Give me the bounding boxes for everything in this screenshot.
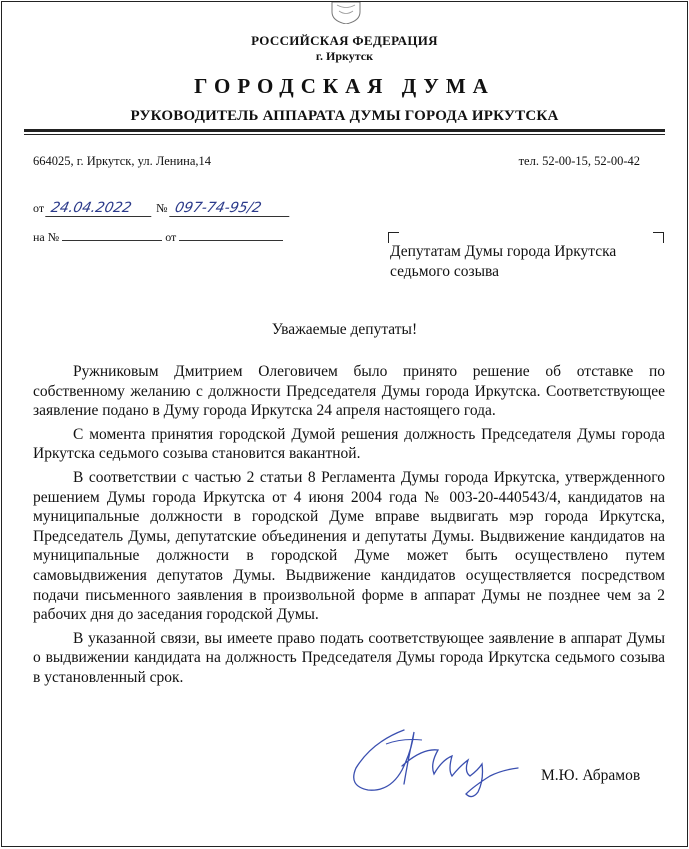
handwritten-number: 097-74-95/2 [169,200,293,217]
letter-page [1,1,688,847]
paragraph-4: В указанной связи, вы имеете право подать соответствующее заявление в аппарат Думы о выдвижении кандидата на должность Председателя Думы города Иркутска седьмого созыва в установленный срок. [33,629,665,686]
registration-line [33,200,291,217]
header-rule-thin [24,134,665,135]
reply-from-label: от [165,230,177,244]
handwritten-date: 24.04.2022 [45,200,155,217]
letter-body [33,362,665,692]
reply-line [33,228,283,245]
paragraph-3: В соответствии с частью 2 статьи 8 Регламента Думы города Иркутска, утвержденного решением Думы города Иркутска от 4 июня 2004 года № 003-20-440543/4, кандидатов на муниципальные должности в городской Думе вправе выдвигать мэр города Иркутска, Председатель Думы, депутатские объединения и депутаты Думы. Выдвижение кандидатов на муниципальные должности в городской Думе может быть осуществлено путем самовыдвижения депутатов Думы. Выдвижение кандидатов осуществляется посредством подачи письменного заявления в произвольной форме в аппарат Думы не позднее чем за 2 рабочих дня до заседания городской Думы. [33,468,665,624]
postal-address: 664025, г. Иркутск, ул. Ленина,14 [33,154,211,168]
paragraph-1: Ружниковым Дмитрием Олеговичем было принято решение об отставке по собственному желанию с должности Председателя Думы города Иркутска. Соответствующее заявление подано в Думу города Иркутска 24 апреля настоящего года. [33,363,665,420]
addressee-line-1: Депутатам Думы города Иркутска [390,243,617,260]
salutation: Уважаемые депутаты! [271,321,418,338]
number-label: № [156,201,168,215]
paragraph-2: С момента принятия городской Думой решения должность Председателя Думы города Иркутска седьмого созыва становится вакантной. [33,425,665,463]
coat-of-arms-icon [326,2,366,24]
reply-date-blank [179,228,283,241]
addressee-corner-right [653,232,664,243]
addressee-line-2: седьмого созыва [390,263,500,280]
header-country: РОССИЙСКАЯ ФЕДЕРАЦИЯ [251,33,438,48]
from-label: от [33,201,45,215]
phone-numbers: тел. 52-00-15, 52-00-42 [518,154,640,168]
handwritten-signature [342,720,522,798]
reply-number-label: на № [33,230,60,244]
header-organization: ГОРОДСКАЯ ДУМА [194,74,495,98]
reply-number-blank [62,228,162,241]
signer-name: М.Ю. Абрамов [541,767,641,784]
header-department: РУКОВОДИТЕЛЬ АППАРАТА ДУМЫ ГОРОДА ИРКУТСКА [130,108,559,124]
header-rule-thick [24,129,665,132]
addressee-block [390,242,616,282]
header-city: г. Иркутск [315,49,374,63]
